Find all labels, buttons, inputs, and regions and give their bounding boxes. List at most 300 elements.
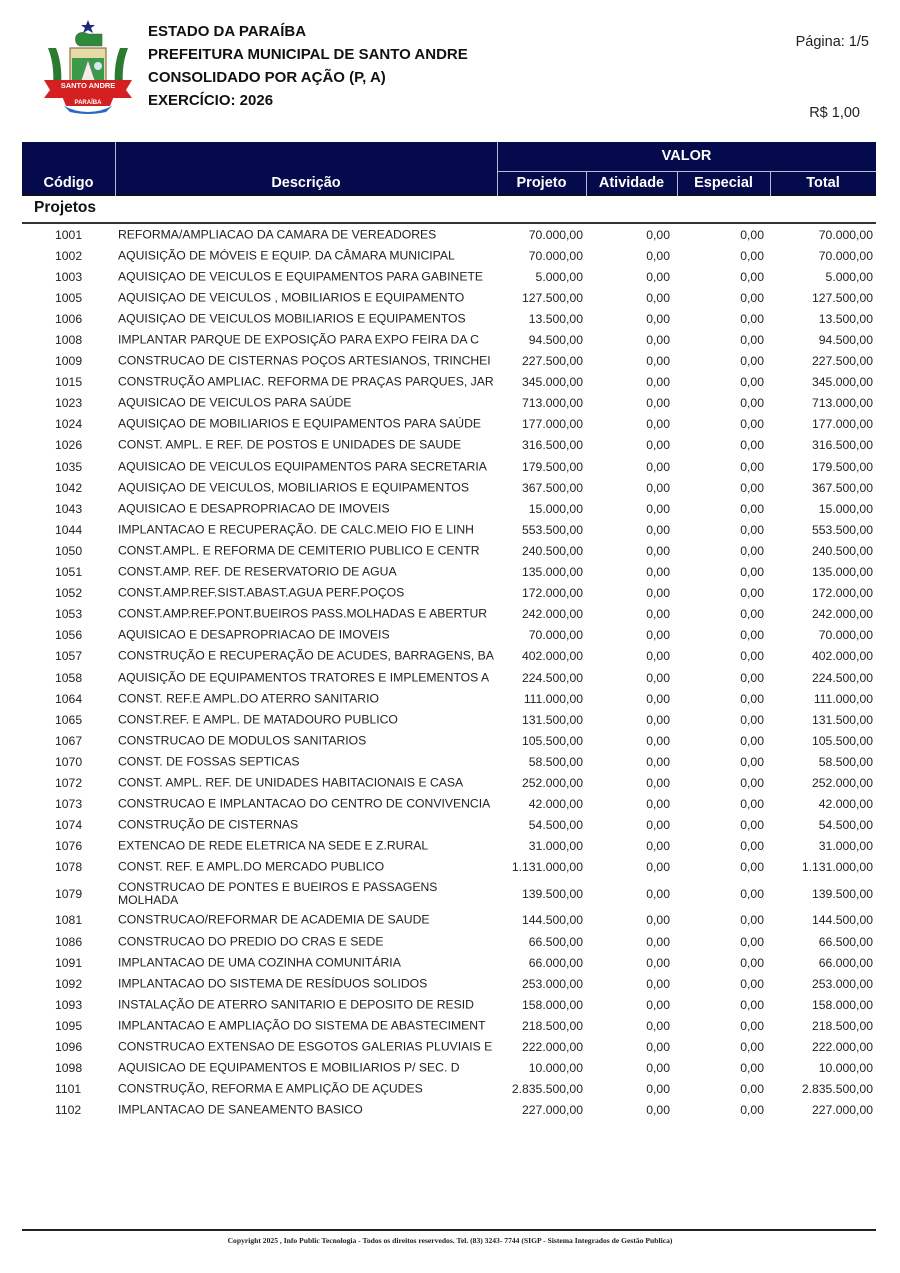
cell-description: AQUISICAO E DESAPROPRIACAO DE IMOVEIS [118,501,390,516]
cell-description: CONSTRUÇÃO E RECUPERAÇÃO DE ACUDES, BARRAGENS, BA [118,648,494,663]
cell-project: 177.000,00 [522,417,583,432]
table-row [22,1015,876,1036]
cell-activity: 0,00 [646,1018,670,1033]
cell-total: 70.000,00 [818,248,873,263]
cell-code: 1057 [55,649,83,664]
table-row [22,393,876,414]
cell-activity: 0,00 [646,269,670,284]
cell-special: 0,00 [740,396,764,411]
cell-code: 1051 [55,565,83,580]
table-row [22,604,876,625]
cell-special: 0,00 [740,1018,764,1033]
cell-project: 1.131.000,00 [511,860,583,875]
table-row [22,266,876,287]
cell-code: 1002 [55,248,83,263]
cell-project: 253.000,00 [522,976,583,991]
cell-code: 1058 [55,670,83,685]
cell-special: 0,00 [740,1103,764,1118]
cell-project: 58.500,00 [528,754,583,769]
cell-description: AQUISIÇÃO DE EQUIPAMENTOS TRATORES E IMPLEMENTOS A [118,670,490,685]
cell-code: 1043 [55,501,83,516]
table-row [22,498,876,519]
logo-banner-bottom: PARAÍBA [74,100,102,106]
cell-code: 1081 [55,913,83,928]
cell-total: 367.500,00 [812,480,873,495]
cell-total: 66.500,00 [818,934,873,949]
cell-special: 0,00 [740,955,764,970]
cell-total: 222.000,00 [812,1040,873,1055]
cell-project: 2.835.500,00 [511,1082,583,1097]
cell-code: 1101 [55,1082,82,1097]
cell-activity: 0,00 [646,417,670,432]
table-row [22,456,876,477]
cell-activity: 0,00 [646,670,670,685]
cell-activity: 0,00 [646,396,670,411]
cell-activity: 0,00 [646,860,670,875]
table-row [22,751,876,772]
cell-code: 1035 [55,459,83,474]
cell-total: 135.000,00 [812,565,873,580]
cell-description: CONST.REF. E AMPL. DE MATADOURO PUBLICO [118,712,398,727]
cell-description: AQUISICAO E DESAPROPRIACAO DE IMOVEIS [118,627,390,642]
column-header-activity: Atividade [598,175,665,191]
cell-activity: 0,00 [646,997,670,1012]
cell-total: 240.500,00 [812,543,873,558]
cell-code: 1102 [55,1103,82,1118]
cell-total: 252.000,00 [812,775,873,790]
cell-total: 5.000,00 [825,269,873,284]
cell-description: AQUISIÇAO DE MOBILIARIOS E EQUIPAMENTOS PARA SAÚDE [118,416,481,431]
cell-description: INSTALAÇÃO DE ATERRO SANITARIO E DEPOSITO DE RESID [118,997,474,1012]
table-row [22,625,876,646]
cell-total: 10.000,00 [818,1061,873,1076]
cell-project: 252.000,00 [522,775,583,790]
cell-description: CONST. AMPL. E REF. DE POSTOS E UNIDADES DE SAUDE [118,437,462,452]
table-row [22,583,876,604]
cell-description: CONST.AMP.REF.SIST.ABAST.AGUA PERF.POÇOS [118,585,405,600]
cell-project: 553.500,00 [522,522,583,537]
cell-total: 70.000,00 [818,227,873,242]
cell-description: CONST. REF.E AMPL.DO ATERRO SANITARIO [118,691,379,706]
cell-description: CONSTRUCAO EXTENSAO DE ESGOTOS GALERIAS PLUVIAIS E [118,1039,493,1054]
column-header-project: Projeto [516,175,567,191]
currency-unit: R$ 1,00 [809,105,860,121]
cell-code: 1073 [55,797,83,812]
cell-project: 316.500,00 [522,438,583,453]
cell-code: 1098 [55,1061,83,1076]
cell-total: 15.000,00 [818,501,873,516]
cell-code: 1074 [55,818,83,833]
cell-total: 144.500,00 [812,913,873,928]
table-row [22,910,876,931]
cell-total: 94.500,00 [818,333,873,348]
cell-description: AQUISIÇAO DE VEICULOS, MOBILIARIOS E EQUIPAMENTOS [118,480,470,495]
cell-description: IMPLANTACAO E AMPLIAÇÃO DO SISTEMA DE ABASTECIMENT [118,1018,486,1033]
cell-total: 111.000,00 [813,691,873,706]
cell-description: CONST.AMP.REF.PONT.BUEIROS PASS.MOLHADAS E ABERTUR [118,606,488,621]
cell-special: 0,00 [740,839,764,854]
cell-activity: 0,00 [646,733,670,748]
cell-description: IMPLANTACAO DE UMA COZINHA COMUNITÁRIA [118,955,401,970]
cell-special: 0,00 [740,269,764,284]
cell-special: 0,00 [740,1082,764,1097]
cell-project: 105.500,00 [522,733,583,748]
cell-code: 1052 [55,586,83,601]
cell-special: 0,00 [740,628,764,643]
cell-description: CONSTRUCAO DE CISTERNAS POÇOS ARTESIANOS, TRINCHEI [118,353,491,368]
table-row [22,1079,876,1100]
cell-project: 54.500,00 [528,818,583,833]
cell-total: 218.500,00 [812,1018,873,1033]
cell-activity: 0,00 [646,818,670,833]
column-header-total: Total [806,175,840,191]
cell-code: 1078 [55,860,83,875]
table-row [22,351,876,372]
column-header-description: Descrição [271,175,341,191]
cell-activity: 0,00 [646,227,670,242]
cell-project: 66.500,00 [528,934,583,949]
cell-activity: 0,00 [646,501,670,516]
cell-special: 0,00 [740,248,764,263]
table-row [22,772,876,793]
cell-code: 1026 [55,438,83,453]
cell-code: 1092 [55,976,83,991]
cell-total: 13.500,00 [818,311,873,326]
cell-activity: 0,00 [646,797,670,812]
cell-project: 240.500,00 [522,543,583,558]
cell-special: 0,00 [740,227,764,242]
table-row [22,477,876,498]
cell-total: 66.000,00 [818,955,873,970]
cell-code: 1023 [55,396,83,411]
table-row [22,1058,876,1079]
cell-code: 1076 [55,839,83,854]
table-row [22,931,876,952]
cell-code: 1070 [55,754,83,769]
cell-activity: 0,00 [646,913,670,928]
cell-special: 0,00 [740,438,764,453]
cell-special: 0,00 [740,797,764,812]
column-header-special: Especial [694,175,753,191]
cell-special: 0,00 [740,375,764,390]
cell-code: 1003 [55,269,83,284]
cell-description: IMPLANTACAO DO SISTEMA DE RESÍDUOS SOLIDOS [118,976,428,991]
cell-special: 0,00 [740,1040,764,1055]
cell-description: EXTENCAO DE REDE ELETRICA NA SEDE E Z.RURAL [118,838,429,853]
cell-activity: 0,00 [646,333,670,348]
cell-special: 0,00 [740,311,764,326]
cell-project: 139.500,00 [522,886,583,901]
table-row [22,245,876,266]
cell-total: 2.835.500,00 [801,1082,873,1097]
cell-description: CONSTRUCAO E IMPLANTACAO DO CENTRO DE CONVIVENCIA [118,796,491,811]
cell-special: 0,00 [740,501,764,516]
cell-code: 1086 [55,934,83,949]
cell-project: 222.000,00 [522,1040,583,1055]
cell-project: 10.000,00 [528,1061,583,1076]
cell-special: 0,00 [740,976,764,991]
cell-activity: 0,00 [646,839,670,854]
cell-special: 0,00 [740,691,764,706]
table-row [22,794,876,815]
cell-project: 402.000,00 [522,649,583,664]
cell-project: 70.000,00 [528,248,583,263]
cell-project: 227.000,00 [522,1103,583,1118]
logo-banner-top: SANTO ANDRE [60,81,116,90]
table-header [22,142,876,196]
cell-special: 0,00 [740,290,764,305]
cell-project: 70.000,00 [528,628,583,643]
cell-total: 158.000,00 [812,997,873,1012]
cell-project: 218.500,00 [522,1018,583,1033]
cell-total: 172.000,00 [812,586,873,601]
cell-description: CONST. REF. E AMPL.DO MERCADO PUBLICO [118,859,385,874]
cell-description: AQUISICAO DE VEICULOS PARA SAÚDE [118,395,352,410]
cell-total: 58.500,00 [818,754,873,769]
cell-total: 105.500,00 [812,733,873,748]
cell-activity: 0,00 [646,1082,670,1097]
table-row [22,688,876,709]
cell-activity: 0,00 [646,607,670,622]
table-row [22,308,876,329]
cell-code: 1042 [55,480,83,495]
cell-description: CONSTRUCAO/REFORMAR DE ACADEMIA DE SAUDE [118,912,430,927]
cell-project: 5.000,00 [535,269,583,284]
cell-activity: 0,00 [646,649,670,664]
table-row [22,836,876,857]
cell-activity: 0,00 [646,543,670,558]
cell-description: CONSTRUÇÃO AMPLIAC. REFORMA DE PRAÇAS PARQUES, JAR [118,374,494,389]
cell-activity: 0,00 [646,955,670,970]
cell-description: IMPLANTAR PARQUE DE EXPOSIÇÃO PARA EXPO FEIRA DA C [118,332,479,347]
cell-project: 227.500,00 [522,354,583,369]
cell-project: 13.500,00 [528,311,583,326]
cell-description: IMPLANTACAO DE SANEAMENTO BASICO [118,1102,363,1117]
table-row [22,1100,876,1121]
cell-code: 1072 [55,775,83,790]
cell-description: CONST.AMP. REF. DE RESERVATORIO DE AGUA [118,564,397,579]
cell-total: 42.000,00 [818,797,873,812]
cell-project: 31.000,00 [528,839,583,854]
cell-total: 402.000,00 [812,649,873,664]
table-row [22,372,876,393]
cell-code: 1001 [55,227,83,242]
cell-special: 0,00 [740,565,764,580]
cell-project: 158.000,00 [522,997,583,1012]
page-number: Página: 1/5 [795,34,869,50]
cell-activity: 0,00 [646,480,670,495]
cell-code: 1095 [55,1018,83,1033]
cell-special: 0,00 [740,934,764,949]
cell-activity: 0,00 [646,934,670,949]
cell-project: 127.500,00 [522,290,583,305]
cell-special: 0,00 [740,712,764,727]
cell-total: 713.000,00 [812,396,873,411]
cell-code: 1006 [55,311,83,326]
cell-special: 0,00 [740,775,764,790]
cell-project: 135.000,00 [522,565,583,580]
cell-code: 1008 [55,333,83,348]
cell-total: 139.500,00 [812,886,873,901]
table-row [22,435,876,456]
cell-code: 1065 [55,712,83,727]
cell-total: 70.000,00 [818,628,873,643]
cell-special: 0,00 [740,333,764,348]
cell-description: REFORMA/AMPLIACAO DA CAMARA DE VEREADORES [118,227,437,242]
table-row [22,878,876,910]
cell-description: CONSTRUCAO DO PREDIO DO CRAS E SEDE [118,934,384,949]
cell-activity: 0,00 [646,438,670,453]
cell-total: 179.500,00 [812,459,873,474]
cell-code: 1050 [55,543,83,558]
cell-description: CONST. DE FOSSAS SEPTICAS [118,754,300,769]
cell-special: 0,00 [740,733,764,748]
table-row [22,815,876,836]
cell-project: 172.000,00 [522,586,583,601]
cell-project: 345.000,00 [522,375,583,390]
cell-total: 177.000,00 [812,417,873,432]
cell-code: 1009 [55,354,83,369]
report-title: CONSOLIDADO POR AÇÃO (P, A) [148,69,386,86]
cell-project: 367.500,00 [522,480,583,495]
cell-code: 1096 [55,1040,83,1055]
cell-code: 1093 [55,997,83,1012]
table-row [22,973,876,994]
footer-copyright: Copyright 2025 , Info Public Tecnologia - Todos os direitos reservedos. Tel. (83) 3243- 7744 (SIGP - Sistema Integrados de Gestão Publica) [227,1236,673,1245]
state-title: ESTADO DA PARAÍBA [148,23,307,40]
cell-description: AQUISIÇAO DE VEICULOS MOBILIARIOS E EQUIPAMENTOS [118,311,466,326]
table-row [22,994,876,1015]
cell-special: 0,00 [740,607,764,622]
cell-code: 1091 [55,955,83,970]
cell-special: 0,00 [740,997,764,1012]
footer-divider [22,1229,876,1231]
cell-activity: 0,00 [646,976,670,991]
cell-project: 70.000,00 [528,227,583,242]
cell-description: CONSTRUCAO DE MODULOS SANITARIOS [118,733,367,748]
cell-project: 713.000,00 [522,396,583,411]
fiscal-year: EXERCÍCIO: 2026 [148,92,274,109]
table-row [22,709,876,730]
report-heading [148,20,468,112]
cell-project: 242.000,00 [522,607,583,622]
cell-activity: 0,00 [646,290,670,305]
cell-activity: 0,00 [646,565,670,580]
cell-activity: 0,00 [646,886,670,901]
cell-code: 1064 [55,691,83,706]
cell-code: 1024 [55,417,83,432]
cell-description: CONSTRUCAO DE PONTES E BUEIROS E PASSAGENS MOLHADA [118,879,438,907]
cell-total: 1.131.000,00 [801,860,873,875]
cell-description: AQUISIÇAO DE VEICULOS E EQUIPAMENTOS PARA GABINETE [118,269,484,284]
cell-project: 66.000,00 [528,955,583,970]
cell-project: 111.000,00 [523,691,583,706]
cell-activity: 0,00 [646,691,670,706]
cell-description: CONSTRUÇÃO, REFORMA E AMPLIÇÃO DE AÇUDES [118,1081,423,1096]
cell-activity: 0,00 [646,1061,670,1076]
cell-special: 0,00 [740,818,764,833]
cell-special: 0,00 [740,354,764,369]
table-row [22,287,876,308]
cell-code: 1056 [55,628,83,643]
table-row [22,857,876,878]
table-row [22,730,876,751]
cell-description: AQUISIÇÃO DE MÓVEIS E EQUIP. DA CÂMARA MUNICIPAL [118,248,455,263]
cell-special: 0,00 [740,586,764,601]
cell-activity: 0,00 [646,248,670,263]
cell-special: 0,00 [740,1061,764,1076]
cell-code: 1044 [55,522,83,537]
cell-activity: 0,00 [646,712,670,727]
cell-total: 31.000,00 [818,839,873,854]
cell-special: 0,00 [740,459,764,474]
cell-special: 0,00 [740,649,764,664]
cell-special: 0,00 [740,543,764,558]
column-group-valor: VALOR [661,148,712,164]
cell-project: 42.000,00 [528,797,583,812]
cell-description: CONSTRUÇÃO DE CISTERNAS [118,817,299,832]
cell-total: 227.500,00 [812,354,873,369]
cell-activity: 0,00 [646,754,670,769]
cell-special: 0,00 [740,886,764,901]
table-row [22,540,876,561]
cell-total: 131.500,00 [812,712,873,727]
cell-description: CONST. AMPL. REF. DE UNIDADES HABITACIONAIS E CASA [118,775,464,790]
cell-code: 1067 [55,733,83,748]
cell-description: AQUISIÇAO DE VEICULOS , MOBILIARIOS E EQUIPAMENTO [118,290,465,305]
cell-project: 15.000,00 [528,501,583,516]
cell-special: 0,00 [740,913,764,928]
cell-special: 0,00 [740,860,764,875]
table-row [22,329,876,350]
cell-project: 131.500,00 [522,712,583,727]
cell-activity: 0,00 [646,459,670,474]
table-row [22,224,876,245]
cell-activity: 0,00 [646,375,670,390]
table-body [22,224,876,1121]
cell-total: 54.500,00 [818,818,873,833]
cell-description: IMPLANTACAO E RECUPERAÇÃO. DE CALC.MEIO FIO E LINH [118,522,474,537]
cell-activity: 0,00 [646,311,670,326]
cell-total: 553.500,00 [812,522,873,537]
table-row [22,646,876,667]
cell-special: 0,00 [740,417,764,432]
column-header-code: Código [43,175,94,191]
cell-activity: 0,00 [646,628,670,643]
cell-code: 1015 [55,375,83,390]
cell-activity: 0,00 [646,1103,670,1118]
cell-activity: 0,00 [646,586,670,601]
cell-total: 224.500,00 [812,670,873,685]
cell-project: 94.500,00 [528,333,583,348]
cell-special: 0,00 [740,754,764,769]
cell-total: 127.500,00 [812,290,873,305]
cell-code: 1005 [55,290,83,305]
cell-special: 0,00 [740,480,764,495]
cell-special: 0,00 [740,522,764,537]
cell-total: 345.000,00 [812,375,873,390]
cell-total: 242.000,00 [812,607,873,622]
cell-description: AQUISICAO DE EQUIPAMENTOS E MOBILIARIOS P/ SEC. D [118,1060,460,1075]
cell-total: 316.500,00 [812,438,873,453]
cell-code: 1053 [55,607,83,622]
cell-project: 224.500,00 [522,670,583,685]
cell-project: 144.500,00 [522,913,583,928]
cell-description: CONST.AMPL. E REFORMA DE CEMITERIO PUBLICO E CENTR [118,543,480,558]
table-row [22,562,876,583]
coat-of-arms-icon [40,18,136,116]
table-row [22,1036,876,1057]
